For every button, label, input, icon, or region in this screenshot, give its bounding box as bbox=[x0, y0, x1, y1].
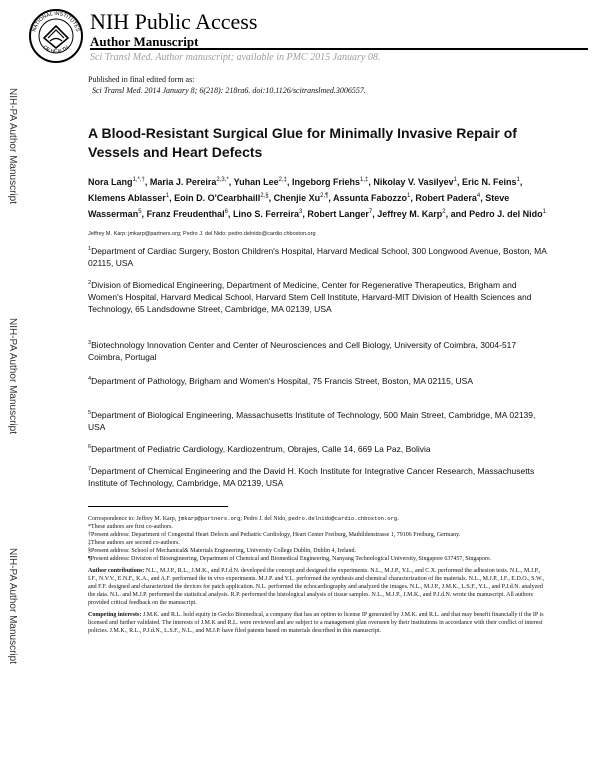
author-name: Assunta Fabozzo$^1$ bbox=[333, 193, 411, 203]
nih-seal-icon bbox=[28, 8, 84, 64]
public-access-title: NIH Public Access bbox=[90, 9, 258, 34]
author-name: Chenjie $Xu^{2,\P}$ bbox=[273, 193, 329, 203]
author-name: Maria J. Pereira$^{2,3,*}$ bbox=[149, 177, 229, 187]
footnote-item: §Present address: School of Mechanical& Materials Engineering, University College Dublin, Dublin 4, Ireland. bbox=[88, 548, 356, 554]
author-name: Lino S. Ferreira$^3$ bbox=[232, 209, 303, 219]
author-list: Nora Lang$^{1,*,\dagger}$, Maria J. Pereira$^{2,3,*}$, Yuhan Lee$^{2,\ddagger}$, Ingeborg Friehs$^{1,\ddagger}$, Nikolay V. Vasilyev$^1$, Eric N. Feins$^1$, Klemens Ablasser$^1$, Eoin D. O'Cearbhaill$^{2,\S}$, Chenjie $Xu^{2,\P}$, Assunta Fabozzo$^1$, Robert Padera$^4$, Steve Wasserman$^5$, Franz Freudenthal$^6$, Lino S. Ferreira$^3$, Robert Langer$^7$, Jeffrey M. Karp$^2$, and Pedro J. del Nido$^1$ bbox=[88, 177, 546, 219]
author-name: Robert Padera$^4$ bbox=[415, 193, 481, 203]
side-label-3: NIH-PA Author Manuscript bbox=[7, 548, 18, 664]
seal-text-top: NATIONAL INSTITUTES bbox=[31, 10, 81, 33]
author-name: Ingeborg Friehs$^{1,\ddagger}$ bbox=[291, 177, 369, 187]
nih-header bbox=[28, 8, 588, 72]
author-name: Robert Langer$^7$ bbox=[307, 209, 373, 219]
affiliation-item: $^6$Department of Pediatric Cardiology, Kardiozentrum, Obrajes, Calle 14, 669 La Paz, Bolivia bbox=[88, 443, 431, 454]
author-name: Klemens Ablasser$^1$ bbox=[88, 193, 170, 203]
corr-email-2[interactable]: pedro.delnido@cardio.chboston.org bbox=[288, 515, 398, 522]
author-name: Nikolay V. Vasilyev$^1$ bbox=[373, 177, 457, 187]
author-manuscript-label: Author Manuscript bbox=[90, 34, 199, 49]
affiliation-item: $^5$Department of Biological Engineering, Massachusetts Institute of Technology, 500 Main Street, Cambridge, MA 02139, USA bbox=[88, 409, 536, 432]
footnotes bbox=[88, 515, 548, 635]
correspondence-note: Correspondence to: Jeffrey M. Karp, jmkarp@partners.org; Pedro J. del Nido, pedro.delnido@cardio.chboston.org. bbox=[88, 515, 399, 522]
competing-interests: Competing interests: J.M.K. and R.L. hold equity in Gecko Biomedical, a company that has an option to license IP generated by J.M.K. and R.L. and that may benefit financially if the IP is licensed and further validated. The interests of J.M.K and R.L. were reviewed and are subject to a management plan overseen by their institutions in accordance with their conflict of interest policies. J.M.K., R.L., P.J.d.N., L.S.F., N.L., and M.J.P. have filed patents based on materials described in this manuscript. bbox=[88, 612, 544, 634]
citation: Sci Transl Med. 2014 January 8; 6(218): 218ra6. doi:10.1126/scitranslmed.3006557. bbox=[92, 86, 366, 95]
author-name: Nora Lang$^{1,*,\dagger}$ bbox=[88, 177, 145, 187]
author-contributions: Author contributions: N.L., M.J.P., R.L., J.M.K., and P.J.d.N. developed the concept and designed the experiments. N.L., M.J.P., Y.L., and C.X. performed the adhesion tests. N.L., M.J.P., I.F., N.V.V., E.N.F., K.A., and A.F. performed the in vivo experiments. M.J.P. and Y.L. performed the synthesis and chemical characterization of the materials. N.L., M.J.P., I.F., E.D.O., S.W., and F.F. designed and characterized the devices for patch application. N.L. performed the echocardiography and analyzed the images. N.L., M.J.P., J.M.K., L.S.F., Y.L., and P.J.d.N. analyzed the data. N.L. and M.J.P. performed the statistical analysis. R.P. performed the histological analysis of tissue samples. N.L., M.J.P., J.M.K., and P.J.d.N. wrote the manuscript. All authors provided critical feedback on the manuscript. bbox=[88, 568, 545, 606]
published-in-label: Published in final edited form as: bbox=[88, 75, 195, 84]
affiliation-item: $^7$Department of Chemical Engineering and the David H. Koch Institute for Integrative Cancer Research, Massachusetts Institute of Technology, Cambridge, MA 02139, USA bbox=[88, 465, 535, 488]
author-name: Eoin D. O'Cearbhaill$^{2,\S}$ bbox=[174, 193, 269, 203]
corr-email-1[interactable]: jmkarp@partners.org bbox=[177, 515, 241, 522]
affiliation-item: $^4$Department of Pathology, Brigham and Women's Hospital, 75 Francis Street, Boston, MA 02115, USA bbox=[88, 375, 474, 386]
author-emails: Jeffrey M. Karp: jmkarp@partners.org; Pedro J. del Nido: pedro.delnido@cardio.chboston.org bbox=[88, 231, 316, 237]
article-title: A Blood-Resistant Surgical Glue for Minimally Invasive Repair of Vessels and Heart Defects bbox=[88, 125, 517, 160]
author-name: Yuhan Lee$^{2,\ddagger}$ bbox=[233, 177, 287, 187]
side-label-1: NIH-PA Author Manuscript bbox=[7, 88, 18, 204]
footnote-rule bbox=[88, 506, 228, 507]
journal-availability: Sci Transl Med. Author manuscript; available in PMC 2015 January 08. bbox=[90, 52, 381, 63]
author-name: Franz Freudenthal$^6$ bbox=[146, 209, 228, 219]
footnote-item: ¶Present address: Division of Bioengineering, Department of Chemical and Biomedical Engineering, Nanyang Technological University, Singapore 637457, Singapore. bbox=[88, 556, 492, 562]
author-name: Pedro J. del Nido$^1$ bbox=[469, 209, 546, 219]
footnote-item: *These authors are first co-authors. bbox=[88, 524, 173, 530]
footnote-item: †Present address: Department of Congenital Heart Defects and Pediatric Cardiology, Heart Center Freiburg, Mathildenstrasse 1, 79106 Freiburg, Germany. bbox=[88, 532, 461, 538]
affiliation-item: $^2$Division of Biomedical Engineering, Department of Medicine, Center for Regenerative Therapeutics, Brigham and Women's Hospital, Harvard Medical School, Harvard Stem Cell Institute, Harvard-MIT Division of Health Sciences and Technology, 65 Landsdowne Street, Cambridge, MA 02139, USA bbox=[88, 279, 532, 314]
author-name: Steve Wasserman$^5$ bbox=[88, 193, 510, 219]
author-name: Jeffrey M. Karp$^2$ bbox=[377, 209, 446, 219]
author-name: Eric N. Feins$^1$ bbox=[461, 177, 520, 187]
footnote-item: ‡These authors are second co-authors. bbox=[88, 540, 180, 546]
publication-info bbox=[88, 74, 366, 96]
affiliation-item: $^3$Biotechnology Innovation Center and Center of Neurosciences and Cell Biology, University of Coimbra, 3004-517 Coimbra, Portugal bbox=[88, 339, 517, 362]
seal-text-bottom: OF HEALTH bbox=[41, 44, 71, 56]
side-label-2: NIH-PA Author Manuscript bbox=[7, 318, 18, 434]
affiliation-item: $^1$Department of Cardiac Surgery, Boston Children's Hospital, Harvard Medical School, 300 Longwood Avenue, Boston, MA 02115, USA bbox=[88, 245, 547, 268]
